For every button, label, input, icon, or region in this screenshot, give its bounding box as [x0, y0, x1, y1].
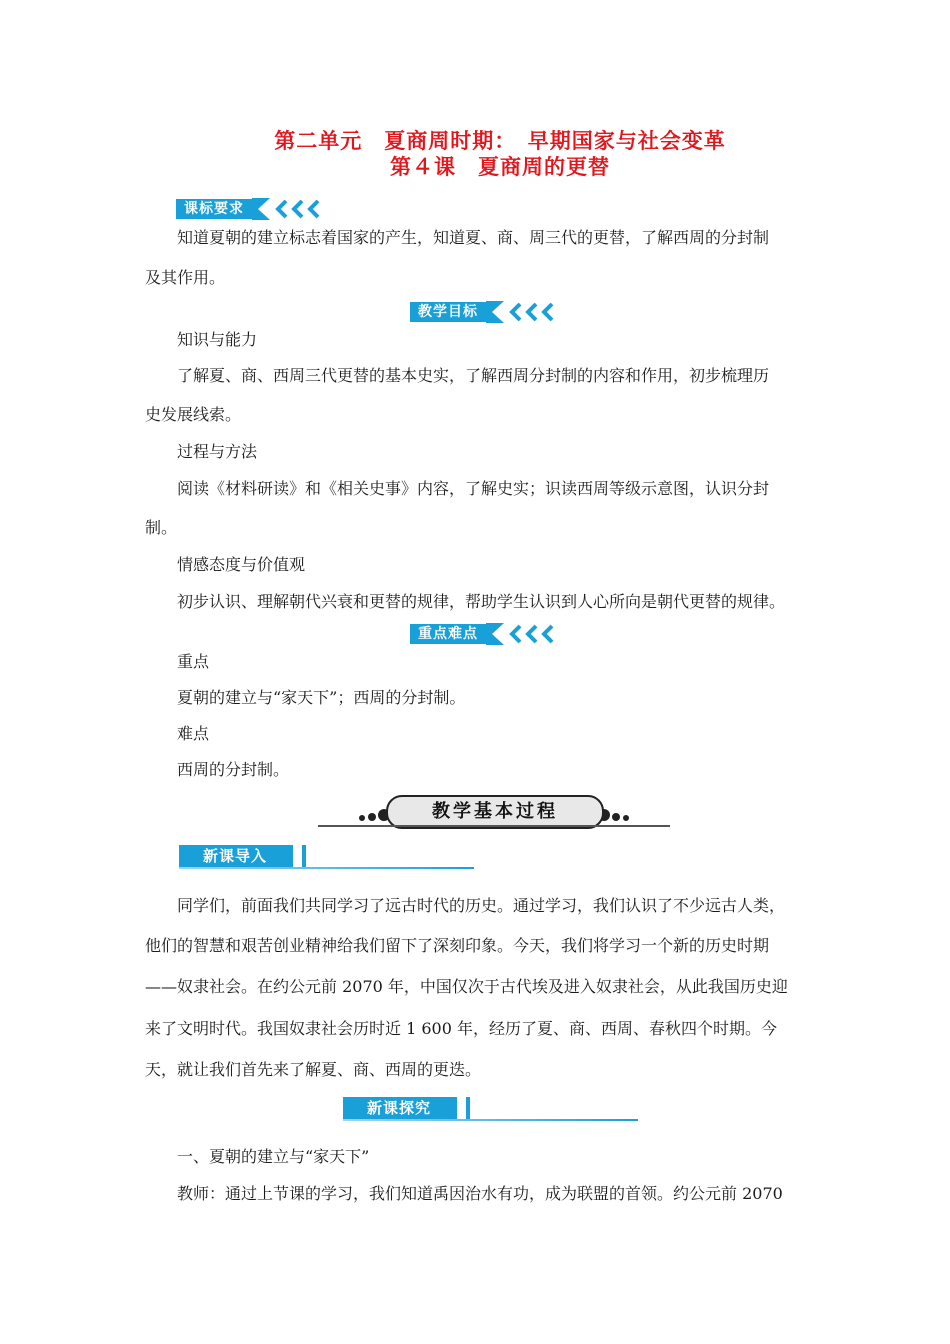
intro-line5: 天，就让我们首先来了解夏、商、西周的更迭。 [145, 1060, 482, 1079]
knowledge-line1: 了解夏、商、西周三代更替的基本史实，了解西周分封制的内容和作用，初步梳理历 [177, 366, 770, 385]
curriculum-text-line1: 知道夏朝的建立标志着国家的产生，知道夏、商、周三代的更替，了解西周的分封制 [177, 228, 770, 247]
emotion-line1: 初步认识、理解朝代兴衰和更替的规律，帮助学生认识到人心所向是朝代更替的规律。 [177, 592, 786, 611]
knowledge-line2: 史发展线索。 [145, 405, 242, 424]
section-bar [466, 1097, 470, 1119]
key-points-badge [410, 623, 576, 645]
process-line1: 阅读《材料研读》和《相关史事》内容，了解史实；识读西周等级示意图，认识分封 [177, 479, 770, 498]
section-underline [343, 1119, 638, 1121]
section-underline [179, 867, 474, 869]
objectives-badge [410, 301, 576, 323]
curriculum-badge [176, 198, 342, 220]
curriculum-badge-label: 课标要求 [176, 199, 252, 219]
intro-line2: 他们的智慧和艰苦创业精神给我们留下了深刻印象。今天，我们将学习一个新的历史时期 [145, 936, 770, 955]
teacher-line: 教师：通过上节课的学习，我们知道禹因治水有功，成为联盟的首领。约公元前 2070 [177, 1184, 783, 1203]
emotion-heading: 情感态度与价值观 [177, 555, 306, 574]
chevrons-icon [486, 301, 576, 323]
objectives-badge-label: 教学目标 [410, 302, 486, 322]
intro-line4: 来了文明时代。我国奴隶社会历时近 1 600 年，经历了夏、商、西周、春秋四个时期。今 [145, 1019, 777, 1038]
lesson-title: 第４课 夏商周的更替 [390, 154, 610, 179]
key-points-badge-label: 重点难点 [410, 624, 486, 644]
difficult-text: 西周的分封制。 [177, 760, 290, 779]
knowledge-heading: 知识与能力 [177, 330, 258, 349]
unit-title: 第二单元 夏商周时期： 早期国家与社会变革 [274, 128, 726, 153]
intro-line1: 同学们，前面我们共同学习了远古时代的历史。通过学习，我们认识了不少远古人类， [177, 896, 786, 915]
chevrons-icon [486, 623, 576, 645]
intro-line3: ——奴隶社会。在约公元前 2070 年，中国仅次于古代埃及进入奴隶社会，从此我国历史迎 [145, 977, 788, 996]
chevrons-icon [252, 198, 342, 220]
explore-section-header [343, 1097, 643, 1121]
process-banner-label: 教学基本过程 [386, 795, 604, 829]
banner-divider [318, 825, 670, 827]
curriculum-text-line2: 及其作用。 [145, 268, 226, 287]
key-heading: 重点 [177, 652, 210, 671]
process-banner [318, 793, 670, 831]
key-text: 夏朝的建立与“家天下”；西周的分封制。 [177, 688, 466, 707]
intro-section-header [179, 845, 479, 869]
intro-section-label: 新课导入 [179, 845, 293, 867]
process-heading: 过程与方法 [177, 442, 258, 461]
explore-section-label: 新课探究 [343, 1097, 457, 1119]
process-line2: 制。 [145, 518, 178, 537]
section-bar [302, 845, 306, 867]
difficult-heading: 难点 [177, 724, 210, 743]
explore-section1-heading: 一、夏朝的建立与“家天下” [177, 1147, 370, 1166]
